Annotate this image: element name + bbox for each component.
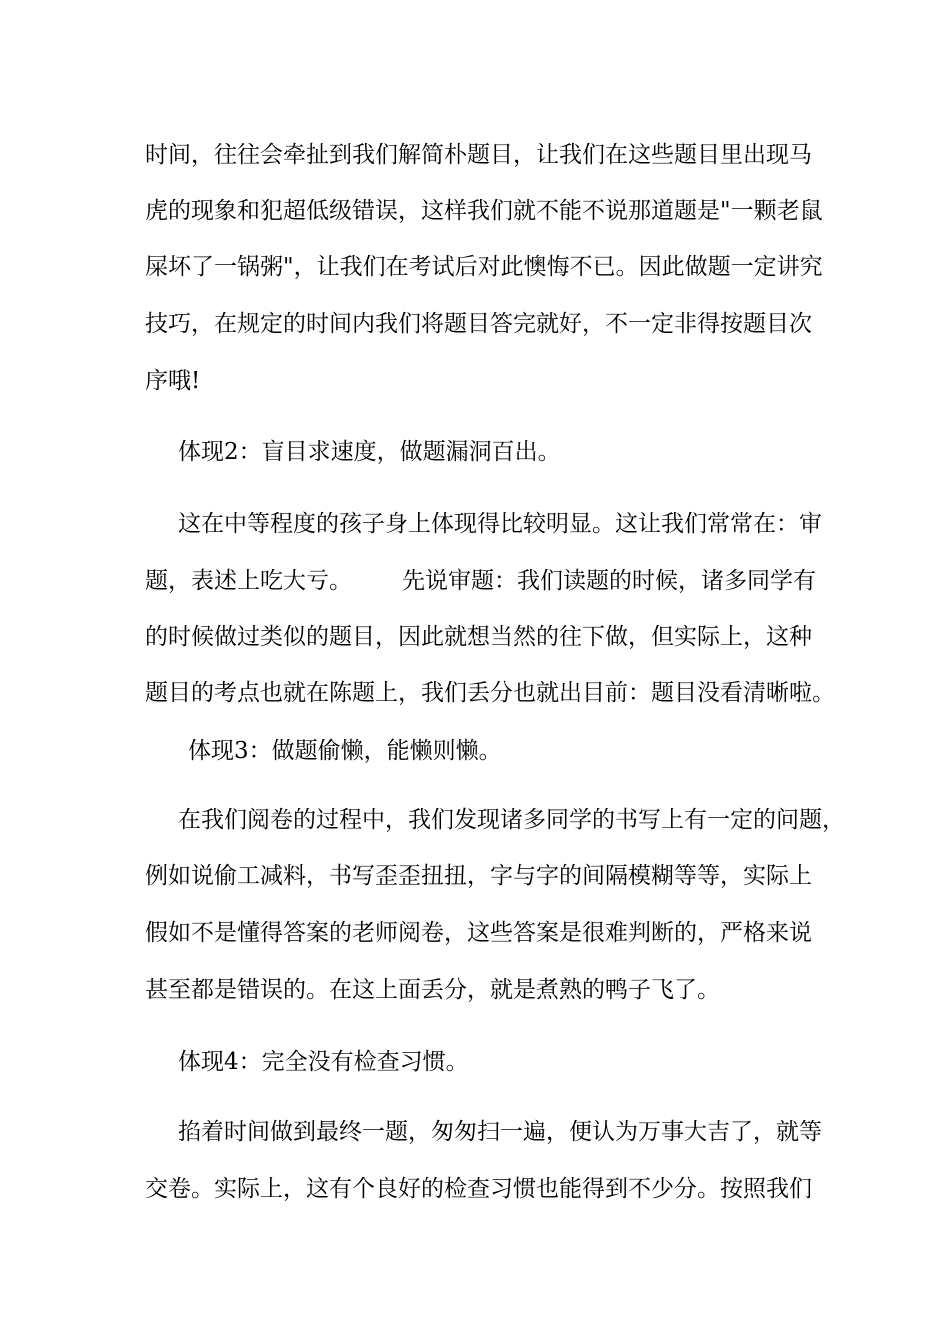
text-line: 时间，往往会牵扯到我们解简朴题目，让我们在这些题目里出现马 <box>145 142 812 168</box>
text-line: 技巧，在规定的时间内我们将题目答完就好，不一定非得按题目次 <box>145 311 812 337</box>
text-line: 序哦! <box>145 368 201 394</box>
text-line: 交卷。实际上，这有个良好的检查习惯也能得到不少分。按照我们 <box>145 1176 812 1202</box>
text-line: 掐着时间做到最终一题，匆匆扫一遍，便认为万事大吉了，就等 <box>178 1119 822 1145</box>
text-line: 甚至都是错误的。在这上面丢分，就是煮熟的鸭子飞了。 <box>145 977 720 1003</box>
text-line: 题目的考点也就在陈题上，我们丢分也就出目前：题目没看清晰啦。 <box>145 680 835 706</box>
text-line: 例如说偷工减料，书写歪歪扭扭，字与字的间隔模糊等等，实际上 <box>145 863 812 889</box>
text-line: 假如不是懂得答案的老师阅卷，这些答案是很难判断的，严格来说 <box>145 920 812 946</box>
text-line: 在我们阅卷的过程中，我们发现诸多同学的书写上有一定的问题， <box>178 807 845 833</box>
section-heading: 体现4：完全没有检查习惯。 <box>178 1049 469 1075</box>
text-segment: 先说审题：我们读题的时候，诸多同学有 <box>402 568 816 594</box>
text-line: 的时候做过类似的题目，因此就想当然的往下做，但实际上，这种 <box>145 624 812 650</box>
section-heading: 体现2：盲目求速度，做题漏洞百出。 <box>178 439 561 465</box>
text-line: 屎坏了一锅粥"，让我们在考试后对此懊悔不已。因此做题一定讲究 <box>145 254 823 280</box>
section-heading: 体现3：做题偷懒，能懒则懒。 <box>188 738 502 764</box>
text-line <box>145 566 816 596</box>
text-line: 这在中等程度的孩子身上体现得比较明显。这让我们常常在：审 <box>178 511 822 537</box>
text-line: 虎的现象和犯超低级错误，这样我们就不能不说那道题是"一颗老鼠 <box>145 198 823 224</box>
text-segment: 题，表述上吃大亏。 <box>145 568 352 594</box>
